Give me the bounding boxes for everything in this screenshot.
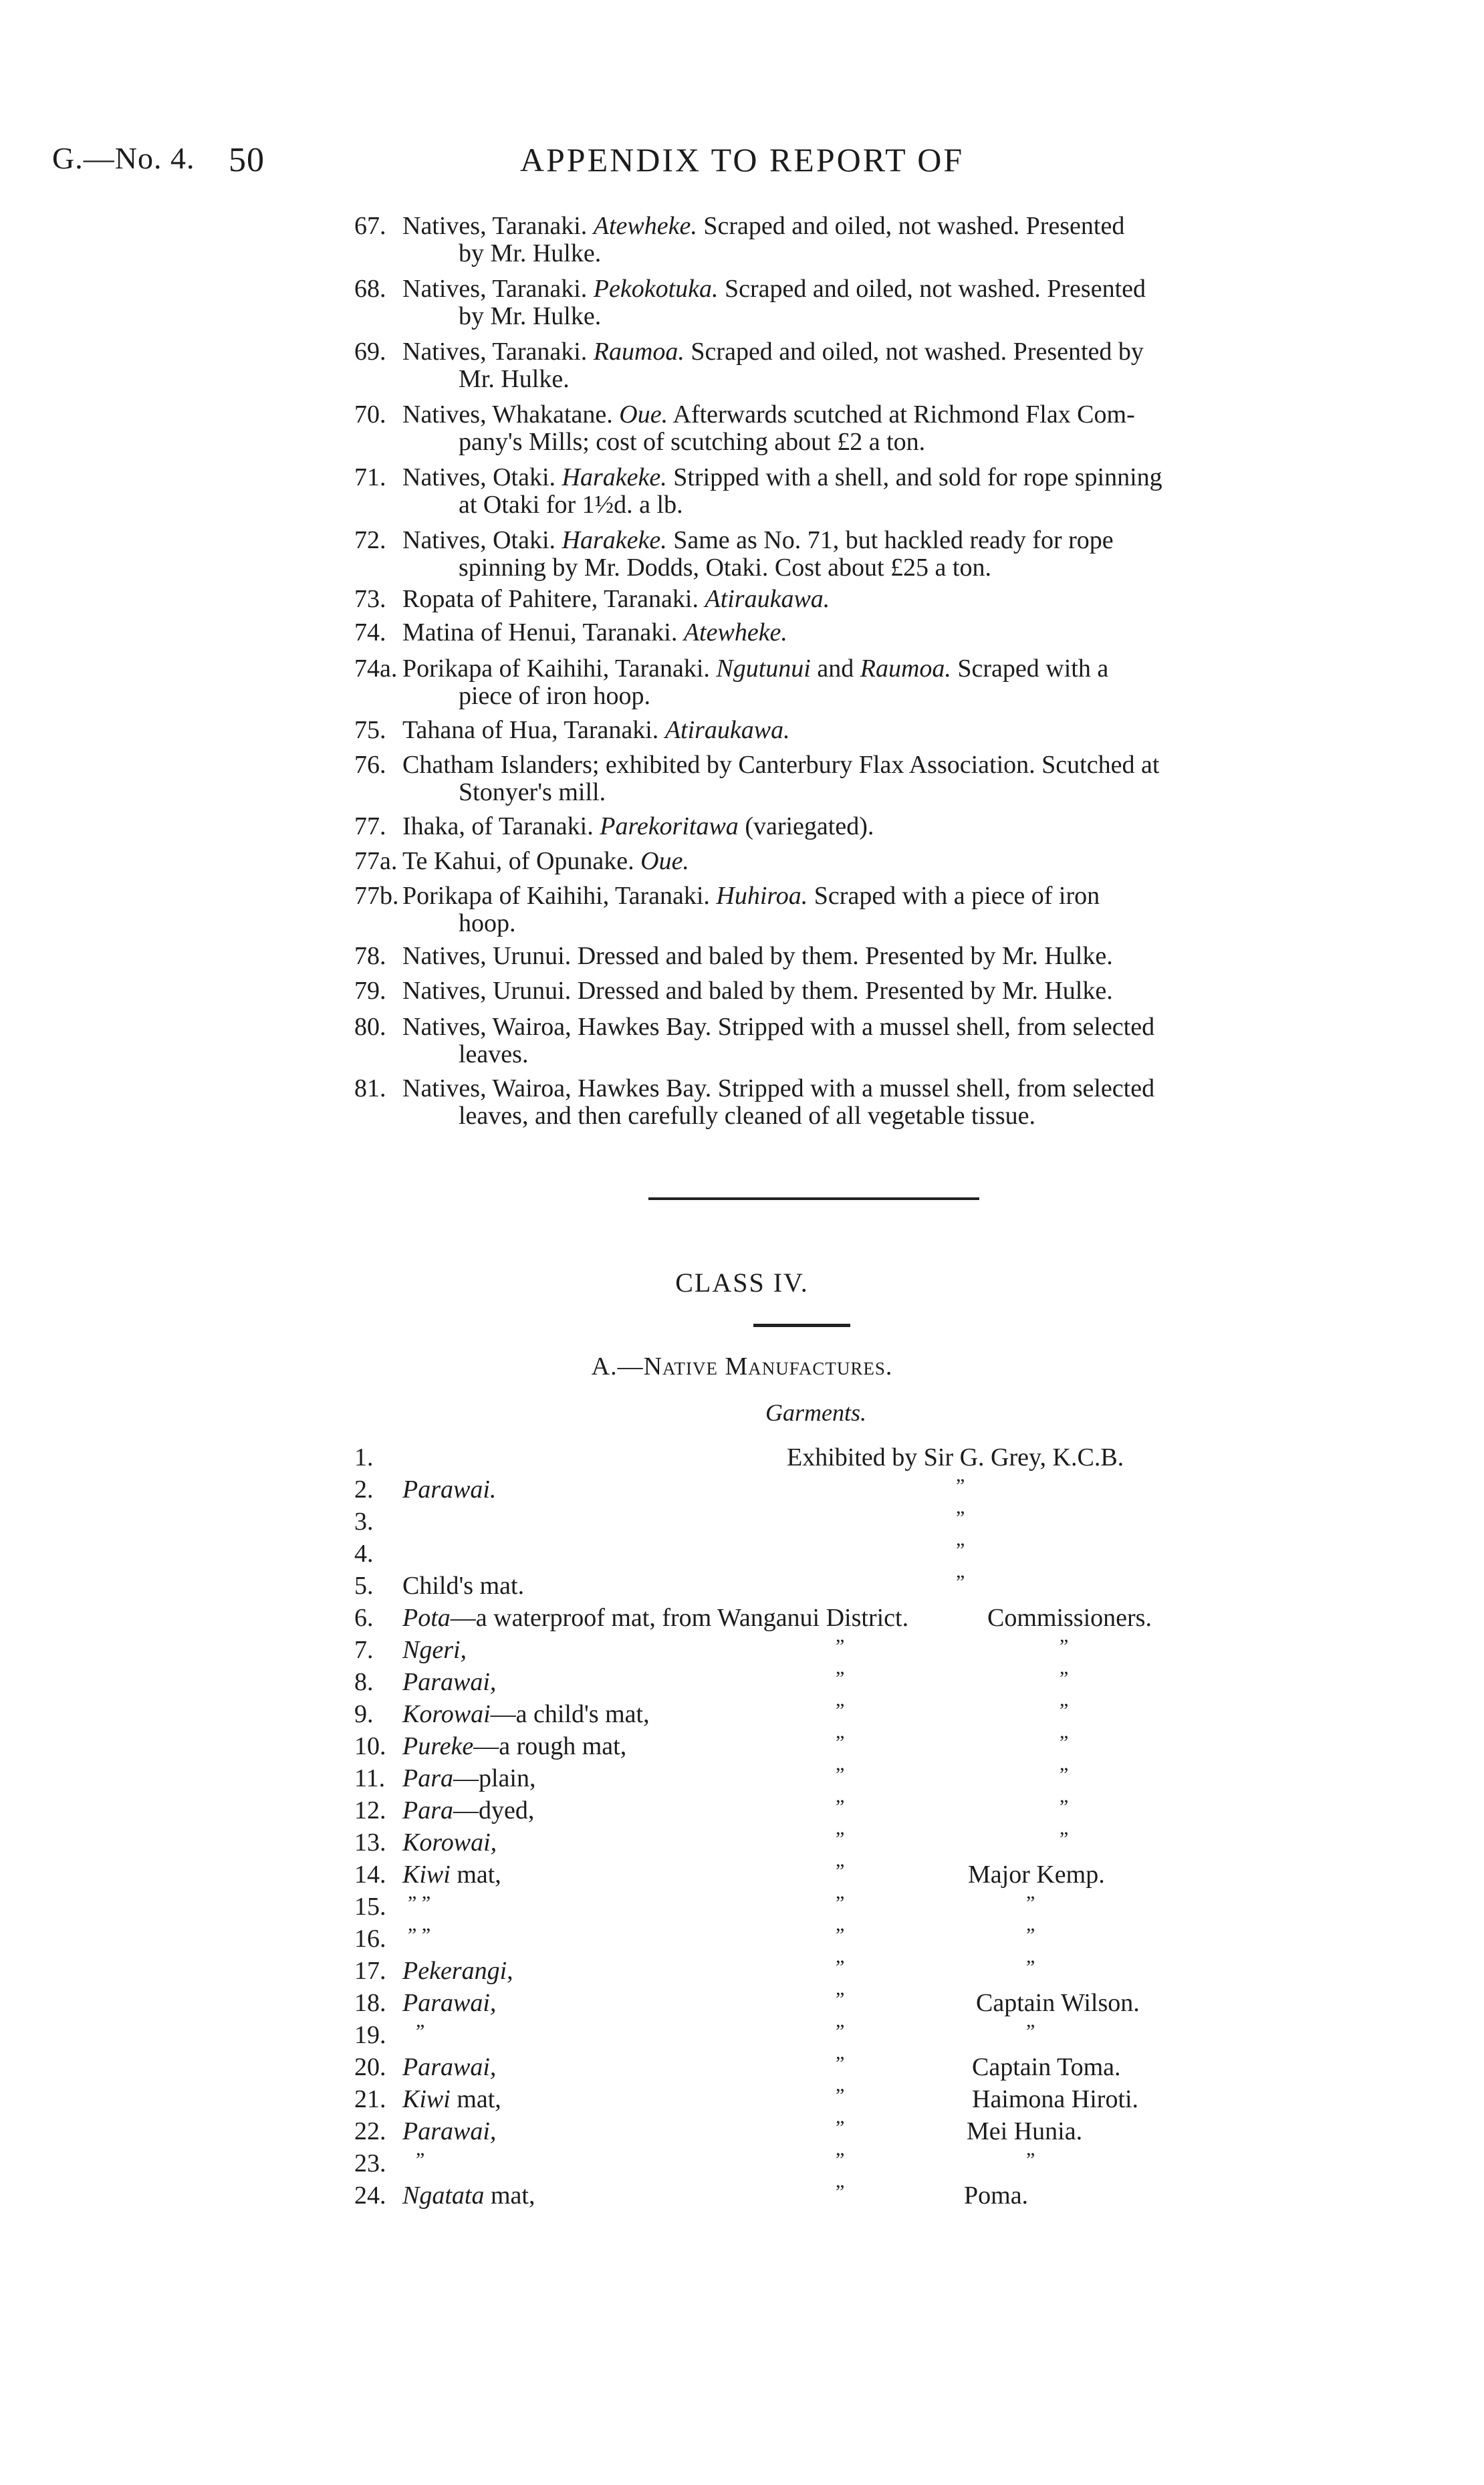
exhibitor-ditto: ” [1026,1956,1035,1978]
flax-variety: Raumoa. [860,655,951,683]
table-row [354,1764,1324,1796]
district-ditto: ” [836,1732,845,1754]
garment-number: 11. [354,1764,386,1792]
district-ditto: ” [836,2149,845,2171]
garment-number: 13. [354,1828,386,1857]
entry-number: 78. [354,942,386,970]
table-row [354,1475,1324,1507]
list-item [354,751,1277,806]
exhibitor-ditto: ” [956,1539,965,1561]
list-item [354,586,1277,613]
exhibitor: Exhibited by Sir G. Grey, K.C.B. [787,1443,1124,1471]
entry-number: 75. [354,716,386,744]
entry-text: Stripped with a shell, and sold for rope spinning [673,463,1162,491]
entry-text: Porikapa of Kaihihi, Taranaki. [402,882,710,910]
district-ditto: ” [836,2181,845,2203]
garment-type: Parawai, [402,2053,497,2081]
entry-number: 67. [354,212,386,240]
garment-number: 4. [354,1540,374,1568]
entry-text: Natives, Urunui. Dressed and baled by them. Presented by Mr. Hulke. [402,942,1113,970]
exhibitor-ditto: ” [1060,1828,1069,1850]
garment-description: —a waterproof mat, from Wanganui District. [450,1604,909,1632]
document-reference: G.—No. 4. [52,141,195,175]
entry-text: Natives, Whakatane. [402,400,613,429]
garment-type: Pota [402,1604,451,1632]
exhibitor-ditto: ” [1060,1699,1069,1722]
exhibitor: Captain Wilson. [976,1989,1140,2017]
table-row [354,1956,1324,1988]
list-item [354,213,1277,267]
garment-name [402,1796,534,1825]
garment-number: 14. [354,1861,386,1889]
flax-variety: Harakeke. [562,463,667,491]
exhibitor-ditto: ” [956,1507,965,1529]
garment-number: 9. [354,1700,374,1728]
flax-variety: Atewheke. [683,618,787,646]
entry-number: 68. [354,275,386,303]
entry-text: Natives, Wairoa, Hawkes Bay. Stripped with a mussel shell, from selected [402,1013,1155,1041]
table-row [354,1732,1324,1764]
exhibitor-ditto: ” [956,1571,965,1593]
garment-name [402,1667,496,1697]
garment-name [402,1635,467,1665]
subsection-heading: Garments. [765,1399,866,1426]
garment-description: mat, [484,2181,535,2210]
garment-number: 18. [354,1989,386,2017]
garment-name [402,2052,496,2082]
entry-text: Chatham Islanders; exhibited by Canterbury Flax Association. Scutched at [402,751,1160,779]
table-row [354,1892,1324,1924]
table-row [354,1443,1324,1475]
garment-type: Pureke [402,1732,474,1760]
garment-name-ditto: ” ” [408,1892,431,1914]
exhibitor: Major Kemp. [968,1861,1105,1889]
district-ditto: ” [836,1956,845,1978]
exhibitor-ditto: ” [1060,1635,1069,1657]
table-row [354,2085,1324,2117]
entry-text: Tahana of Hua, Taranaki. [402,716,659,744]
entry-text: Natives, Taranaki. [402,275,588,303]
table-row [354,1796,1324,1828]
garment-type: Para [402,1764,453,1792]
table-row [354,1699,1324,1732]
exhibitor-ditto: ” [1060,1732,1069,1754]
garment-number: 3. [354,1508,374,1536]
garment-type: Para [402,1796,453,1824]
entry-text: Scraped and oiled, not washed. Presented [703,212,1125,240]
entry-text: Scraped and oiled, not washed. Presented [725,275,1146,303]
entry-number: 81. [354,1074,386,1102]
district-ditto: ” [836,2052,845,2075]
table-row [354,1507,1324,1539]
table-row [354,1603,1324,1635]
garment-name [402,1860,501,1889]
entry-number: 76. [354,751,386,779]
entry-continuation: leaves, and then carefully cleaned of all vegetable tissue. [459,1102,1036,1130]
entry-number: 71. [354,463,386,491]
garment-name-ditto: ” [416,2149,425,2171]
heading-underline [753,1324,850,1327]
list-item [354,338,1277,393]
garment-name [402,1988,496,2018]
entry-continuation: by Mr. Hulke. [459,239,602,267]
exhibitor-ditto: ” [1060,1667,1069,1689]
entry-text: (variegated). [745,812,874,840]
list-item [354,527,1277,582]
list-item [354,464,1277,519]
entry-continuation: at Otaki for 1½d. a lb. [459,491,683,519]
flax-variety: Atewheke. [593,212,697,240]
garment-type: Parawai, [402,1668,497,1696]
garment-name [402,1699,650,1729]
garment-name [402,1603,908,1633]
entry-number: 77. [354,812,386,840]
flax-variety: Pekokotuka. [593,275,719,303]
district-ditto: ” [836,2020,845,2042]
district-ditto: ” [836,1764,845,1786]
garment-number: 23. [354,2149,386,2177]
entry-number: 73. [354,585,386,613]
entry-text: Natives, Taranaki. [402,338,588,366]
list-item [354,401,1277,456]
entry-text: Afterwards scutched at Richmond Flax Com- [672,400,1135,429]
entry-text: Ihaka, of Taranaki. [402,812,594,840]
list-item [354,275,1277,330]
table-row [354,2020,1324,2052]
entry-text: Scraped with a [957,655,1109,683]
exhibitor: Haimona Hiroti. [972,2085,1139,2113]
entry-text: Natives, Taranaki. [402,212,588,240]
class-heading: CLASS IV. [675,1268,809,1298]
entry-text: Natives, Urunui. Dressed and baled by them. Presented by Mr. Hulke. [402,977,1113,1005]
entry-continuation: pany's Mills; cost of scutching about £2 a ton. [459,428,926,456]
garment-type: Parawai, [402,1989,497,2017]
list-item [354,848,1277,875]
entry-number: 69. [354,338,386,366]
table-row [354,2117,1324,2149]
entry-text: and [817,655,854,683]
garment-name [402,1828,497,1857]
district-ditto: ” [836,2117,845,2139]
entry-continuation: hoop. [459,909,516,937]
entry-text: Same as No. 71, but hackled ready for rope [673,526,1114,554]
entry-text: Natives, Wairoa, Hawkes Bay. Stripped with a mussel shell, from selected [402,1074,1155,1102]
flax-variety: Atiraukawa. [705,585,830,613]
table-row [354,1571,1324,1603]
list-item [354,882,1277,937]
garment-number: 8. [354,1668,374,1696]
garment-number: 2. [354,1475,374,1504]
table-row [354,1924,1324,1956]
flax-variety: Ngutunui [716,655,811,683]
garment-name [402,2085,501,2114]
flax-variety: Harakeke. [562,526,667,554]
exhibitor: Commissioners. [987,1604,1152,1632]
garment-type: Ngatata [402,2181,485,2210]
garment-number: 5. [354,1572,374,1600]
garment-number: 1. [354,1443,374,1471]
entry-text: Scraped and oiled, not washed. Presented by [691,338,1144,366]
garment-type: Parawai. [402,1475,497,1504]
garment-type: Ngeri, [402,1636,467,1664]
garment-description: —dyed, [453,1796,535,1824]
page-number: 50 [229,141,265,179]
garment-type: Korowai [402,1700,491,1728]
entry-continuation: leaves. [459,1040,529,1068]
garment-number: 17. [354,1957,386,1985]
flax-variety: Oue. [640,847,689,875]
district-ditto: ” [836,1892,845,1914]
exhibitor-ditto: ” [1060,1764,1069,1786]
table-row [354,1667,1324,1699]
garment-number: 21. [354,2085,386,2113]
district-ditto: ” [836,1667,845,1689]
garment-number: 16. [354,1925,386,1953]
district-ditto: ” [836,1635,845,1657]
entry-number: 74a. [354,655,398,683]
entry-continuation: by Mr. Hulke. [459,302,602,330]
entry-continuation: spinning by Mr. Dodds, Otaki. Cost about £25 a ton. [459,554,991,582]
garment-number: 6. [354,1604,374,1632]
exhibitor: Mei Hunia. [967,2117,1083,2145]
garment-description: —plain, [453,1764,536,1792]
garment-name [402,1956,513,1986]
garment-description: mat, [450,1861,501,1889]
garment-type: Kiwi [402,2085,451,2113]
list-item [354,977,1277,1005]
garment-number: 19. [354,2021,386,2049]
list-item [354,943,1277,970]
table-row [354,1539,1324,1571]
garment-number: 20. [354,2053,386,2081]
exhibitor-ditto: ” [1060,1796,1069,1818]
garment-name-ditto: ” ” [408,1924,431,1946]
garment-name-ditto: ” [416,2020,425,2042]
table-row [354,2149,1324,2181]
entry-text: Scraped with a piece of iron [814,882,1100,910]
garment-name [402,1475,496,1504]
district-ditto: ” [836,2085,845,2107]
entry-continuation: Mr. Hulke. [459,365,570,393]
flax-variety: Atiraukawa. [664,716,790,744]
garment-type: Kiwi [402,1861,451,1889]
section-heading: A.—Native Manufactures. [591,1352,893,1381]
exhibitor-ditto: ” [1026,1892,1035,1914]
flax-variety: Raumoa. [593,338,685,366]
section-divider [648,1197,979,1200]
garment-number: 15. [354,1893,386,1921]
entry-text: Matina of Henui, Taranaki. [402,618,678,646]
garment-description: —a child's mat, [490,1700,650,1728]
flax-variety: Parekoritawa [600,812,739,840]
entry-text: Te Kahui, of Opunake. [402,847,634,875]
exhibitor-ditto: ” [1026,2020,1035,2042]
garment-number: 10. [354,1732,386,1760]
garment-description: mat, [450,2085,501,2113]
garment-name: Child's mat. [402,1572,525,1600]
flax-variety: Huhiroa. [716,882,808,910]
table-row [354,2181,1324,2213]
garment-type: Korowai, [402,1828,497,1857]
entry-continuation: Stonyer's mill. [459,778,606,806]
list-item [354,619,1277,646]
exhibitor-ditto: ” [1026,2149,1035,2171]
garment-number: 12. [354,1796,386,1824]
garment-description: —a rough mat, [473,1732,627,1760]
garment-type: Parawai, [402,2117,497,2145]
exhibitor-ditto: ” [1026,1924,1035,1946]
table-row [354,2052,1324,2085]
entry-number: 80. [354,1013,386,1041]
district-ditto: ” [836,1699,845,1722]
garment-number: 24. [354,2181,386,2210]
list-item [354,1075,1277,1130]
page-title: APPENDIX TO REPORT OF [519,141,965,179]
table-row [354,1988,1324,2020]
entry-text: Porikapa of Kaihihi, Taranaki. [402,655,710,683]
district-ditto: ” [836,1796,845,1818]
exhibitor: Poma. [964,2181,1029,2210]
list-item [354,1014,1277,1068]
list-item [354,717,1277,744]
garment-name [402,2181,535,2210]
list-item [354,813,1277,840]
district-ditto: ” [836,1860,845,1882]
entry-text: Ropata of Pahitere, Taranaki. [402,585,699,613]
district-ditto: ” [836,1988,845,2010]
garment-number: 7. [354,1636,374,1664]
entry-number: 74. [354,618,386,646]
garment-name [402,2117,496,2146]
table-row [354,1860,1324,1892]
exhibitor-ditto: ” [956,1475,965,1497]
garment-number: 22. [354,2117,386,2145]
garment-name [402,1732,626,1761]
entry-number: 70. [354,400,386,429]
district-ditto: ” [836,1828,845,1850]
entry-continuation: piece of iron hoop. [459,682,651,710]
entry-text: Natives, Otaki. [402,463,556,491]
exhibitor: Captain Toma. [972,2053,1121,2081]
table-row [354,1635,1324,1667]
entry-number: 77b. [354,882,399,910]
entry-text: Natives, Otaki. [402,526,556,554]
table-row [354,1828,1324,1860]
garment-name [402,1764,535,1793]
district-ditto: ” [836,1924,845,1946]
flax-variety: Oue. [619,400,668,429]
garment-type: Pekerangi, [402,1957,513,1985]
entry-number: 72. [354,526,386,554]
entry-number: 79. [354,977,386,1005]
entry-number: 77a. [354,847,398,875]
list-item [354,655,1277,710]
